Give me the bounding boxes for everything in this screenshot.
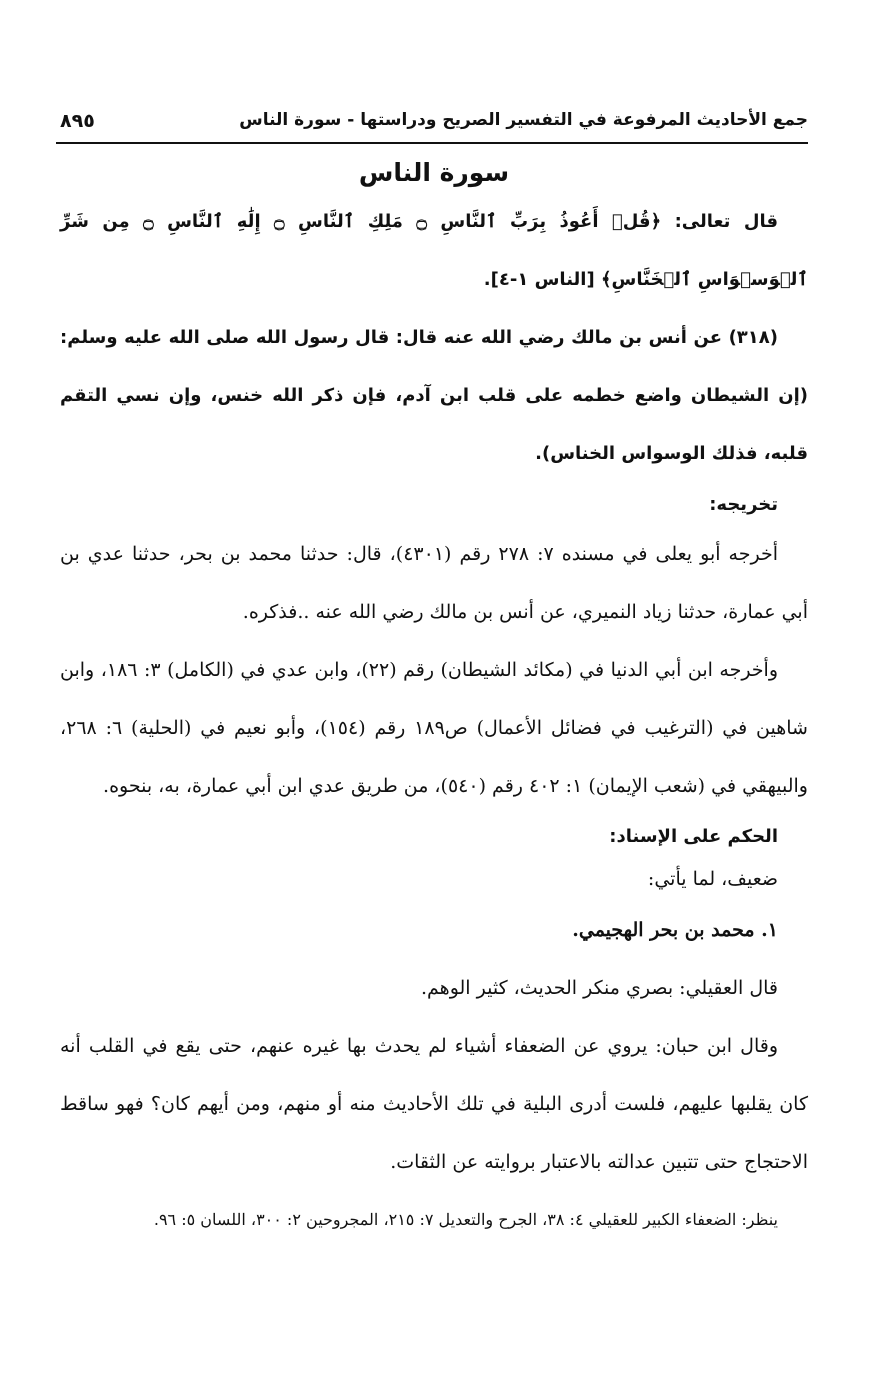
page-number: ٨٩٥ xyxy=(60,110,95,132)
page-body xyxy=(60,158,808,1245)
list-item: ١. محمد بن بحر الهجيمي. xyxy=(572,919,778,941)
sources-note: ينظر: الضعفاء الكبير للعقيلي ٤: ٣٨، الجرح والتعديل ٧: ٢١٥، المجروحين ٢: ٣٠٠، اللسان ٥: ٩٦. xyxy=(153,1210,778,1229)
running-title: جمع الأحاديث المرفوعة في التفسير الصريح ودراستها - سورة الناس xyxy=(239,110,808,130)
uqayli-quote: قال العقيلي: بصري منكر الحديث، كثير الوهم. xyxy=(421,977,778,999)
surah-title: سورة الناس xyxy=(358,158,510,187)
hukm-heading: الحكم على الإسناد: xyxy=(609,826,778,847)
takhrij-paragraph-1: أخرجه أبو يعلى في مسنده ٧: ٢٧٨ رقم (٤٣٠١)، قال: حدثنا محمد بن بحر، حدثنا عدي بن أبي عمارة، حدثنا زياد النميري، عن أنس بن مالك رضي الله عنه ..فذكره. xyxy=(60,543,808,623)
verse-paragraph: قال تعالى: ﴿قُلۡ أَعُوذُ بِرَبِّ ٱلنَّاسِ ۝ مَلِكِ ٱلنَّاسِ ۝ إِلَٰهِ ٱلنَّاسِ ۝ مِن شَرِّ ٱلۡوَسۡوَاسِ ٱلۡخَنَّاسِ﴾ [الناس ١-٤]. xyxy=(60,211,808,290)
hadith-paragraph: (٣١٨) عن أنس بن مالك رضي الله عنه قال: قال رسول الله صلى الله عليه وسلم: (إن الشيطان واضع خطمه على قلب ابن آدم، فإن ذكر الله خنس، وإن نسي التقم قلبه، فذلك الوسواس الخناس). xyxy=(60,327,808,464)
takhrij-heading: تخريجه: xyxy=(709,494,778,515)
page-header xyxy=(56,106,808,144)
takhrij-paragraph-2: وأخرجه ابن أبي الدنيا في (مكائد الشيطان) رقم (٢٢)، وابن عدي في (الكامل) ٣: ١٨٦، وابن شاهين في (الترغيب في فضائل الأعمال) ص١٨٩ رقم (١٥٤)، وأبو نعيم في (الحلية) ٦: ٢٦٨، والبيهقي في (شعب الإيمان) ١: ٤٠٢ رقم (٥٤٠)، من طريق عدي ابن أبي عمارة، به، بنحوه. xyxy=(60,659,808,797)
ibn-hibban-quote: وقال ابن حبان: يروي عن الضعفاء أشياء لم يحدث بها غيره عنهم، حتى يقع في القلب أنه كان يقلبها عليهم، فلست أدرى البلية في تلك الأحاديث منه أو منهم، ومن أيهم كان؟ فهو ساقط الاحتجاج حتى تتبين عدالته بالاعتبار بروايته عن الثقات. xyxy=(60,1035,808,1173)
hukm-intro: ضعيف، لما يأتي: xyxy=(647,868,778,890)
